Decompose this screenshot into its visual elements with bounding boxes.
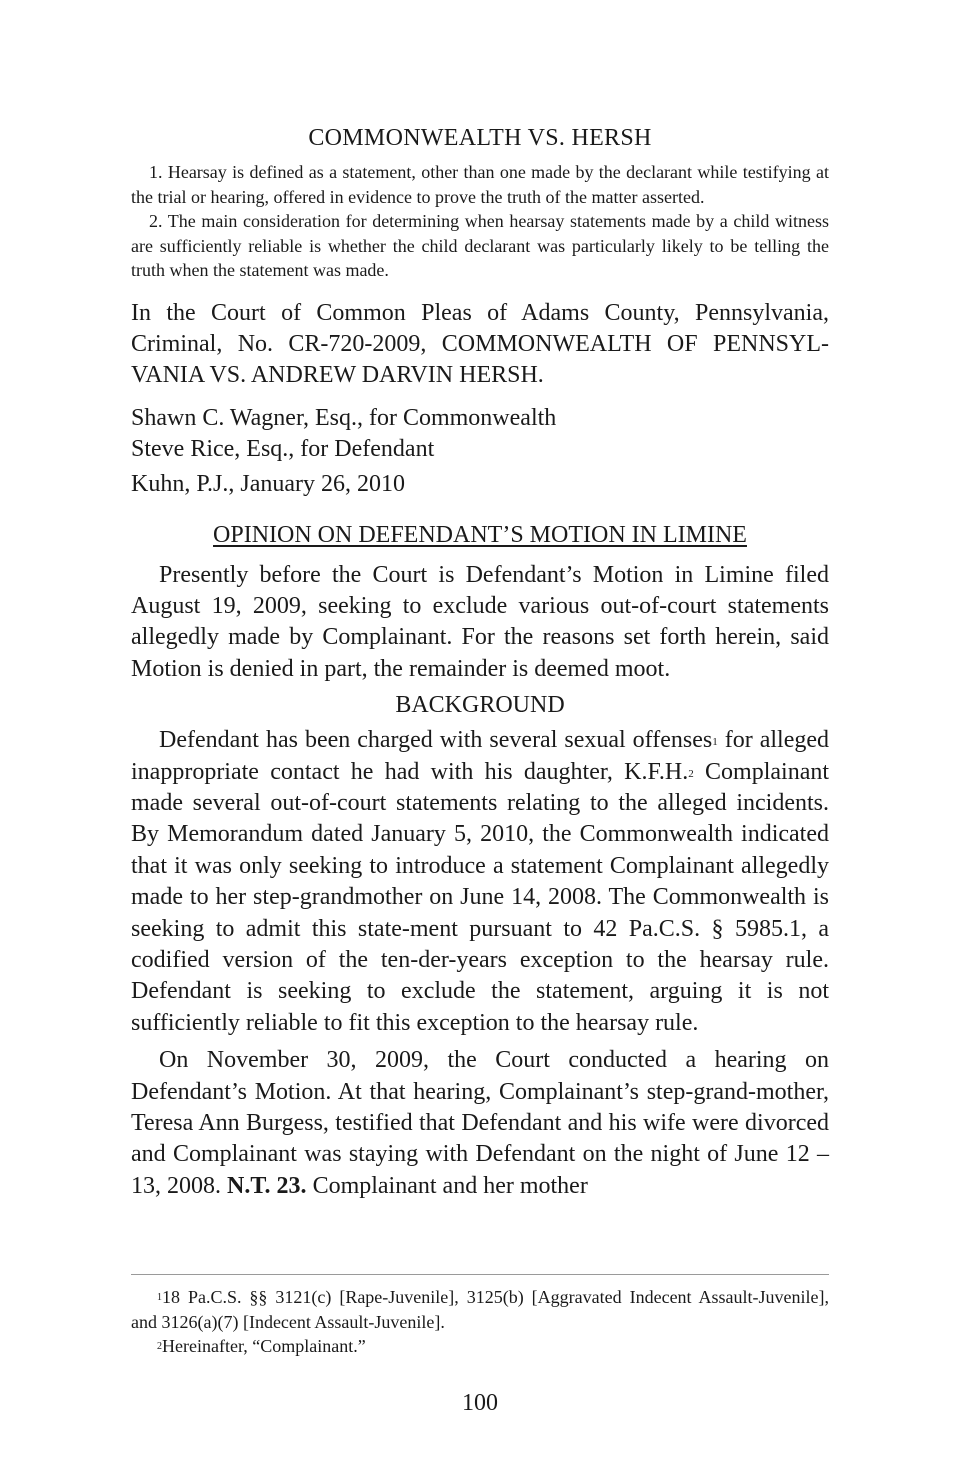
footnote-number: 1 — [157, 1292, 162, 1303]
judge-line: Kuhn, P.J., January 26, 2010 — [131, 470, 405, 497]
page-body — [131, 122, 829, 1202]
footnote-divider — [131, 1274, 829, 1275]
headnote-1: 1. Hearsay is defined as a statement, other than one made by the declarant while testifying at the trial or hearing, offered in evidence to prove the truth of the matter asserted. — [131, 162, 829, 207]
counsel-defendant: Steve Rice, Esq., for Defendant — [131, 435, 435, 462]
footnote-text: 18 Pa.C.S. §§ 3121(c) [Rape-Juvenile], 3125(b) [Aggravated Indecent Assault-Juvenile], and 3126(a)(7) [Indecent Assault-Juvenile]. — [131, 1287, 829, 1332]
page-number: 100 — [462, 1390, 498, 1416]
intro-paragraph: Presently before the Court is Defendant’s Motion in Limine filed August 19, 2009, seeking to exclude various out-of-court statements allegedly made by Complainant. For the reasons set forth herein, said Motion is denied in part, the remainder is deemed moot. — [131, 561, 829, 682]
footnotes — [131, 1285, 829, 1359]
background-heading: BACKGROUND — [395, 692, 565, 719]
case-caption: In the Court of Common Pleas of Adams County, Pennsylvania, Criminal, No. CR-720-2009, COMMONWEALTH OF PENNSYL-VANIA VS. ANDREW DARVIN HERSH. — [131, 299, 829, 388]
running-head: COMMONWEALTH VS. HERSH — [308, 125, 652, 151]
paragraph-text: Complainant and her mother — [306, 1172, 588, 1199]
footnote-number: 2 — [157, 1341, 162, 1352]
paragraph-text: Defendant has been charged with several sexual offenses — [159, 727, 713, 754]
footnote-ref-1[interactable]: 1 — [712, 736, 718, 749]
footnote-2 — [131, 1334, 829, 1359]
footnote-1 — [131, 1285, 829, 1334]
paragraph-text: for alleged inappropriate contact he had with his daughter, K.F.H. — [131, 727, 830, 785]
counsel-commonwealth: Shawn C. Wagner, Esq., for Commonwealth — [131, 404, 557, 431]
paragraph-text: Complainant made several out-of-court statements relating to the alleged incidents. By Memorandum dated January 5, 2010, the Commonwealth indicated that it was only seeking to introduce a statement Complainant allegedly made to her step-grandmother on June 14, 2008. The Commonwealth is seeking to admit this state-ment pursuant to 42 Pa.C.S. § 5985.1, a codified version of the ten-der-years exception to the hearsay rule. Defendant is seeking to exclude the statement, arguing it is not sufficiently reliable to fit this exception to the hearsay rule. — [131, 758, 830, 1036]
counsel-block — [131, 403, 829, 465]
paragraph-text: On November 30, 2009, the Court conducted a hearing on Defendant’s Motion. At that hearing, Complainant’s step-grand-mother, Teresa Ann Burgess, testified that Defendant and his wife were divorced and Complainant was staying with Defendant on the night of June 12 – 13, 2008. — [131, 1047, 829, 1199]
footnote-text: Hereinafter, “Complainant.” — [162, 1336, 366, 1356]
headnote-2: 2. The main consideration for determining when hearsay statements made by a child witness are sufficiently reliable is whether the child declarant was particularly likely to be telling the truth when the statement was made. — [131, 211, 829, 280]
background-paragraph-2 — [131, 1045, 829, 1202]
background-paragraph-1 — [131, 725, 829, 1039]
footnote-ref-2[interactable]: 2 — [688, 767, 694, 780]
opinion-title: OPINION ON DEFENDANT’S MOTION IN LIMINE — [213, 521, 747, 548]
transcript-citation: N.T. 23. — [227, 1172, 307, 1199]
